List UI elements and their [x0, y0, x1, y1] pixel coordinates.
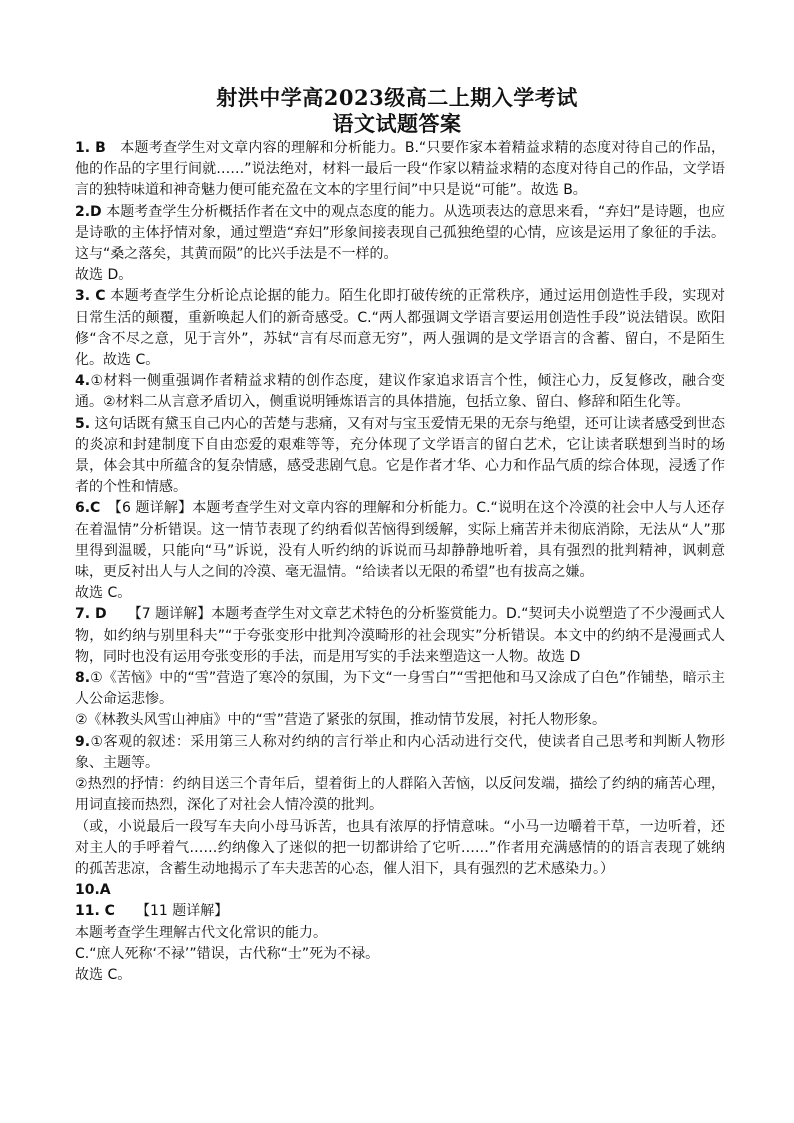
answer-3 — [75, 286, 725, 371]
answer-number: 2.D — [75, 203, 102, 220]
answer-11-explanation — [75, 923, 725, 944]
answer-text: 故选 C。 — [75, 966, 132, 983]
answer-text: 本题考查学生理解古代文化常识的能力。 — [75, 924, 327, 941]
answer-text: 故选 C。 — [75, 585, 132, 602]
answer-6 — [75, 498, 725, 583]
answer-2-conclusion — [75, 265, 725, 286]
answer-text: 故选 D。 — [75, 267, 133, 284]
answer-text: 本题考查学生分析概括作者在文中的观点态度的能力。从选项表达的意思来看，“弃妇”是诗题，也应是诗歌的主体抒情对象，通过塑造“弃妇”形象间接表现自己孤独绝望的心情，应该是运用了象征的手法。这与“桑之落矣，其黄而陨”的比兴手法是不一样的。 — [75, 203, 725, 263]
answer-number: 9. — [75, 733, 91, 750]
answer-number: 6.C — [75, 500, 101, 517]
answer-11-detail — [75, 944, 725, 965]
answer-text: 本题考查学生分析论点论据的能力。陌生化即打破传统的正常秩序，通过运用创造性手段，实现对日常生活的颠覆，重新唤起人们的新奇感受。C.“两人都强调文学语言要运用创造性手段”说法错误。欧阳修“含不尽之意，见于言外”，苏轼“言有尽而意无穷”，两人强调的是文学语言的含蓄、留白，不是陌生化。故选 C。 — [75, 288, 725, 369]
answer-number: 5. — [75, 415, 91, 432]
answer-text: C.“庶人死称‘不禄’”错误，古代称“士”死为不禄。 — [75, 945, 380, 962]
answer-number: 4. — [75, 373, 91, 390]
answer-9 — [75, 732, 725, 774]
answer-text: 【7 题详解】本题考查学生对文章艺术特色的分析鉴赏能力。D.“契诃夫小说塑造了不少漫画式人物，如约纳与别里科夫”“于夸张变形中批判冷漠畸形的社会现实”分析错误。本文中的约纳不是漫画式人物，同时也没有运用夸张变形的手法，而是用写实的手法来塑造这一人物。故选 D — [75, 606, 725, 665]
answer-2 — [75, 202, 725, 266]
answer-8-point-2 — [75, 710, 725, 731]
answer-number: 8. — [75, 670, 91, 687]
answer-body — [75, 138, 725, 986]
answer-6-conclusion — [75, 583, 725, 604]
answer-5 — [75, 414, 725, 499]
answer-9-point-2 — [75, 774, 725, 816]
answer-7 — [75, 604, 725, 668]
answer-text: ①《苦恼》中的“雪”营造了寒冷的氛围，为下文“一身雪白”“雪把他和马又涂成了白色”作铺垫，暗示主人公命运悲惨。 — [75, 670, 725, 708]
answer-number: 3. C — [75, 288, 106, 305]
document-subtitle: 语文试题答案 — [332, 111, 462, 136]
answer-8 — [75, 668, 725, 710]
answer-text: 【6 题详解】本题考查学生对文章内容的理解和分析能力。C.“说明在这个冷漠的社会中人与人还存在着温情”分析错误。这一情节表现了约纳看似苦恼得到缓解，实际上痛苦并未彻底消除，无法从“人”那里得到温暖，只能向“马”诉说，没有人听约纳的诉说而马却静静地听着，具有强烈的批判精神，讽刺意味，更反衬出人与人之间的冷漠、毫无温情。“给读者以无限的希望”也有拔高之嫌。 — [75, 500, 725, 581]
answer-text: 【11 题详解】 — [114, 903, 229, 920]
answer-1 — [75, 138, 725, 202]
answer-text: 本题考查学生对文章内容的理解和分析能力。B.“只要作家本着精益求精的态度对待自己的作品，他的作品的字里行间就……”说法绝对，材料一最后一段“作家以精益求精的态度对待自己的作品，文学语言的独特味道和神奇魅力便可能充盈在文本的字里行间”中只是说“可能”。故选 B。 — [75, 140, 725, 199]
answer-11 — [75, 901, 725, 922]
answer-text: （或，小说最后一段写车夫向小母马诉苦，也具有浓厚的抒情意味。“小马一边嚼着干草，一边听着，还对主人的手呼着气……约纳像入了迷似的把一切都讲给了它听……”作者用充满感情的的语言表现了姚纳的孤苦悲凉，含蓄生动地揭示了车夫悲苦的心态，催人泪下，具有强烈的艺术感染力。） — [75, 818, 725, 877]
answer-number: 10.A — [75, 882, 111, 899]
answer-11-conclusion — [75, 965, 725, 986]
answer-text: 这句话既有黛玉自己内心的苦楚与悲痛，又有对与宝玉爱情无果的无奈与绝望，还可让读者感受到世态的炎凉和封建制度下自由恋爱的艰难等等，充分体现了文学语言的留白艺术，它让读者联想到当时的场景，体会其中所蕴含的复杂情感，感受悲剧气息。它是作者才华、心力和作品气质的综合体现，浸透了作者的个性和情感。 — [75, 415, 725, 496]
document-title: 射洪中学高2023级高二上期入学考试 — [216, 85, 578, 110]
answer-number: 11. C — [75, 903, 115, 920]
answer-text: ①材料一侧重强调作者精益求精的创作态度，建议作家追求语言个性，倾注心力，反复修改，融合变通。②材料二从言意矛盾切入，侧重说明锤炼语言的具体措施，包括立象、留白、修辞和陌生化等。 — [75, 373, 725, 411]
answer-4 — [75, 371, 725, 413]
answer-number: 7. D — [75, 606, 107, 623]
answer-text: ②热烈的抒情：约纳目送三个青年后，望着街上的人群陷入苦恼，以反问发端，描绘了约纳的痛苦心理，用词直接而热烈，深化了对社会人情冷漠的批判。 — [75, 776, 725, 814]
answer-9-alternative — [75, 817, 725, 881]
answer-text: ②《林教头风雪山神庙》中的“雪”营造了紧张的氛围，推动情节发展，衬托人物形象。 — [75, 712, 607, 729]
answer-10 — [75, 880, 725, 901]
answer-text: ①客观的叙述：采用第三人称对约纳的言行举止和内心活动进行交代，使读者自己思考和判断人物形象、主题等。 — [75, 733, 725, 771]
answer-number: 1. B — [75, 140, 106, 156]
